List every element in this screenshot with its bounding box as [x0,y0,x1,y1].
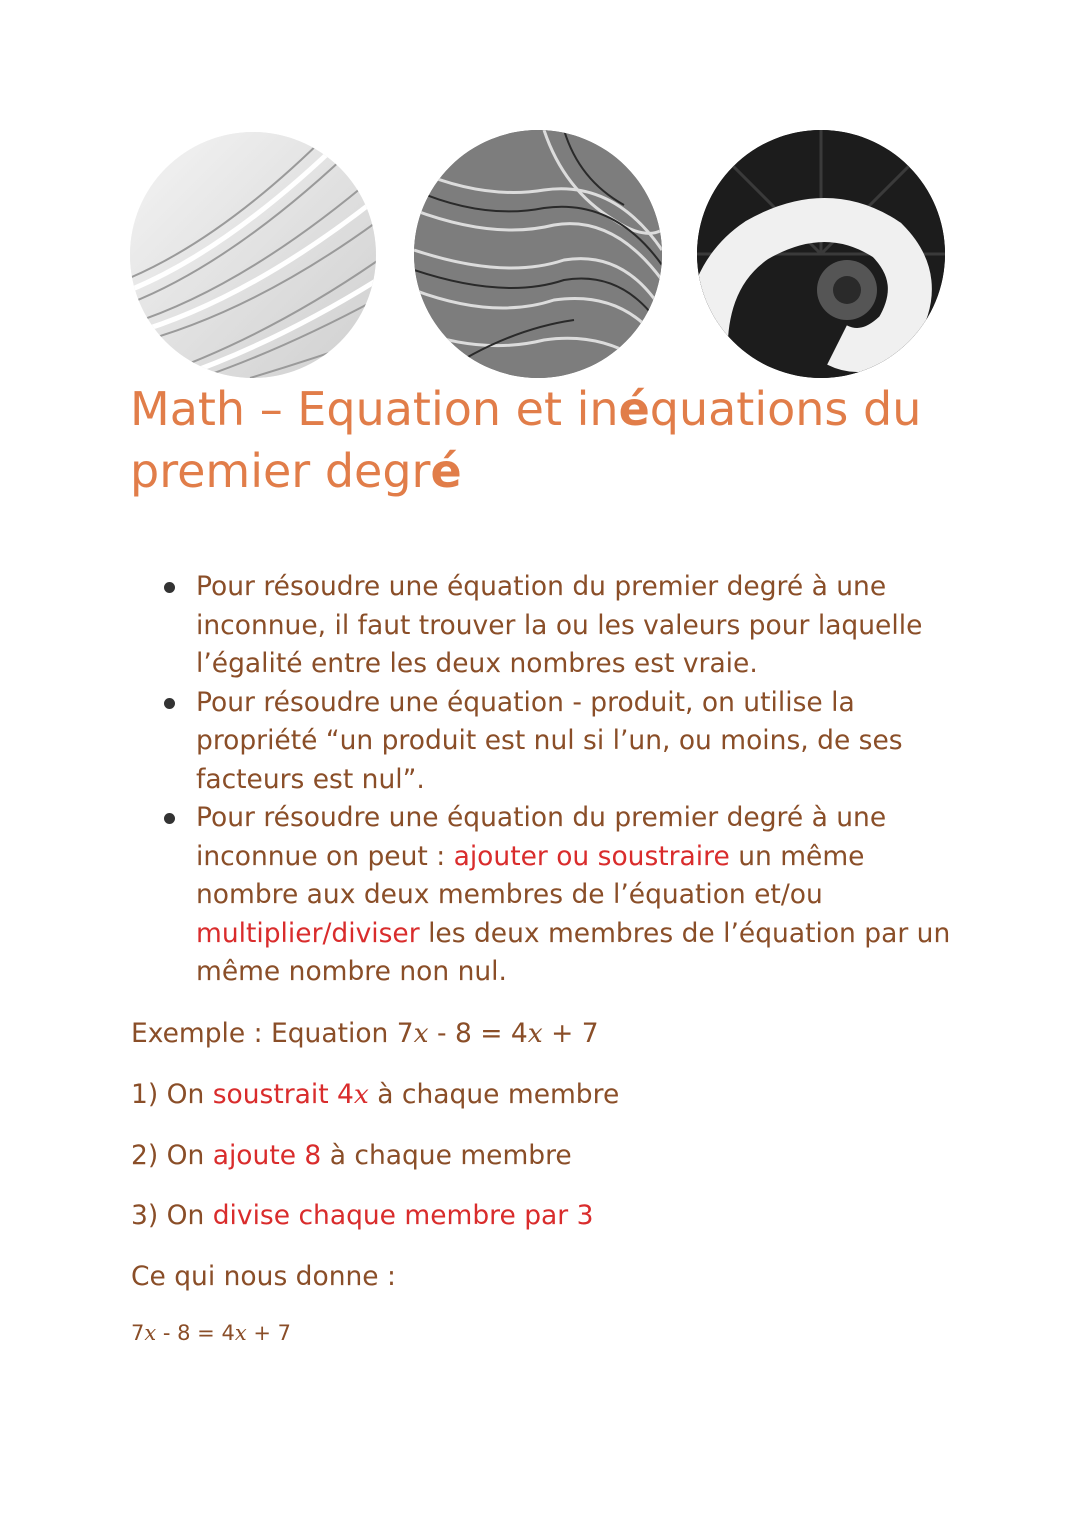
spiral-staircase-image [697,130,945,378]
conclusion-text: Ce qui nous donne : [131,1261,396,1292]
example-line: Exemple : Equation 7x - 8 = 4x + 7 [131,1018,599,1049]
paper-pages-image [130,132,376,378]
bullet-icon [164,813,175,824]
highlight-text: multiplier/diviser [196,917,420,949]
header-images [0,0,1080,400]
rules-list [196,568,996,992]
highlight-text: ajouter ou soustraire [453,840,730,872]
bullet-icon [164,698,175,709]
step-3: 3) On divise chaque membre par 3 [131,1200,594,1231]
list-item: Pour résoudre une équation du premier degré à une inconnue on peut : ajouter ou soustraire un même nombre aux deux membres de l’équation et/ou multiplier/diviser les deux membres de l’équation par un même nombre non nul. [196,799,996,992]
final-equation: 7x - 8 = 4x + 7 [131,1321,291,1345]
list-item: Pour résoudre une équation du premier degré à une inconnue, il faut trouver la ou les valeurs pour laquelle l’égalité entre les deux nombres est vraie. [196,568,996,684]
list-item: Pour résoudre une équation - produit, on utilise la propriété “un produit est nul si l’un, ou moins, de ses facteurs est nul”. [196,684,996,800]
page-title: Math – Equation et inéquations du premier degré [130,382,922,498]
step-1: 1) On soustrait 4x à chaque membre [131,1079,620,1110]
step-2: 2) On ajoute 8 à chaque membre [131,1140,572,1171]
bullet-icon [164,582,175,593]
wood-grain-image [414,130,662,378]
